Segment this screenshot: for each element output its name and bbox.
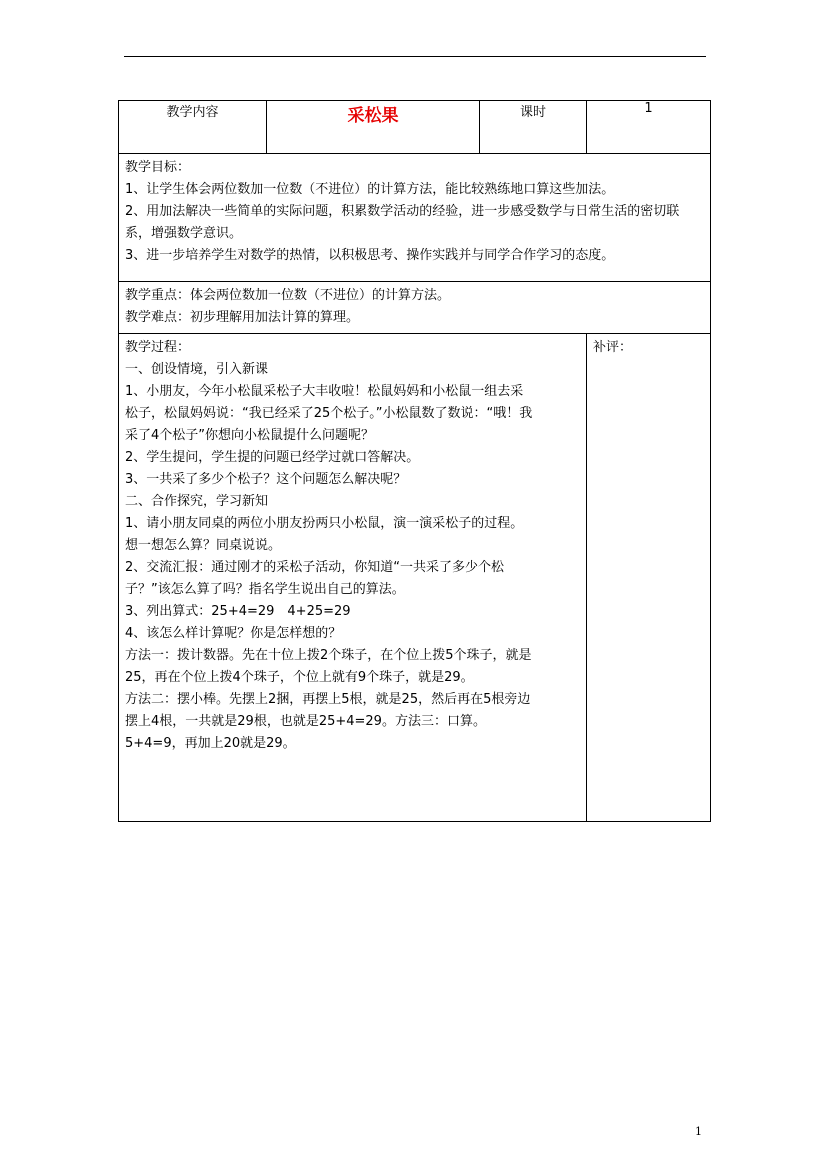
process-line: 3、列出算式：25+4=29 4+25=29: [125, 604, 351, 619]
objective-item-3: 3、进一步培养学生对数学的热情，以积极思考、操作实践并与同学合作学习的态度。: [125, 248, 615, 263]
focus-row: [119, 282, 711, 334]
objective-item-2: 2、用加法解决一些简单的实际问题，积累数学活动的经验，进一步感受数学与日常生活的密切联系，增强数学意识。: [125, 204, 680, 241]
objectives-row: [119, 154, 711, 282]
period-value-cell: [587, 101, 711, 154]
comment-label: 补评：: [593, 340, 633, 355]
process-line: 二、合作探究，学习新知: [125, 494, 269, 509]
process-heading: 教学过程：: [125, 340, 191, 355]
page-number: 1: [695, 1125, 702, 1138]
comment-cell: [587, 334, 711, 822]
key-point: 教学重点：体会两位数加一位数（不进位）的计算方法。: [125, 288, 451, 303]
header-rule: [124, 56, 706, 57]
process-row: [119, 334, 711, 822]
focus-cell: [119, 282, 711, 334]
process-line: 一、创设情境，引入新课: [125, 362, 269, 377]
objectives-heading: 教学目标：: [125, 160, 191, 175]
lesson-plan-table: [118, 100, 711, 822]
lesson-title: 采松果: [347, 106, 399, 126]
process-cell: [119, 334, 587, 822]
process-line: 1、小朋友，今年小松鼠采松子大丰收啦！松鼠妈妈和小松鼠一组去采松子，松鼠妈妈说：“我已经采了25个松子。”小松鼠数了数说：“哦！我采了4个松子”你想向小松鼠提什么问题呢？: [125, 384, 533, 443]
process-line: 4、该怎么样计算呢？你是怎样想的？: [125, 626, 342, 641]
content-label: 教学内容: [166, 105, 219, 120]
difficulty: 教学难点：初步理解用加法计算的算理。: [125, 310, 360, 325]
process-line: 2、交流汇报：通过刚才的采松子活动，你知道“一共采了多少个松子？”该怎么算了吗？指名学生说出自己的算法。: [125, 560, 505, 597]
objectives-cell: [119, 154, 711, 282]
period-label: 课时: [519, 105, 546, 120]
title-row: [119, 101, 711, 154]
objective-item-1: 1、让学生体会两位数加一位数（不进位）的计算方法，能比较熟练地口算这些加法。: [125, 182, 615, 197]
process-line: 1、请小朋友同桌的两位小朋友扮两只小松鼠，演一演采松子的过程。想一想怎么算？同桌说说。: [125, 516, 524, 553]
process-line: 方法一：拨计数器。先在十位上拨2个珠子，在个位上拨5个珠子，就是25，再在个位上拨4个珠子，个位上就有9个珠子，就是29。: [125, 648, 532, 685]
process-line: 2、学生提问，学生提的问题已经学过就口答解决。: [125, 450, 420, 465]
content-label-cell: [119, 101, 267, 154]
period-value: 1: [644, 101, 653, 116]
period-label-cell: [480, 101, 587, 154]
lesson-title-cell: [267, 101, 480, 154]
process-line: 方法二：摆小棒。先摆上2捆，再摆上5根，就是25，然后再在5根旁边摆上4根，一共就是29根，也就是25+4=29。方法三：口算。5+4=9，再加上20就是29。: [125, 692, 531, 751]
process-line: 3、一共采了多少个松子？这个问题怎么解决呢？: [125, 472, 407, 487]
